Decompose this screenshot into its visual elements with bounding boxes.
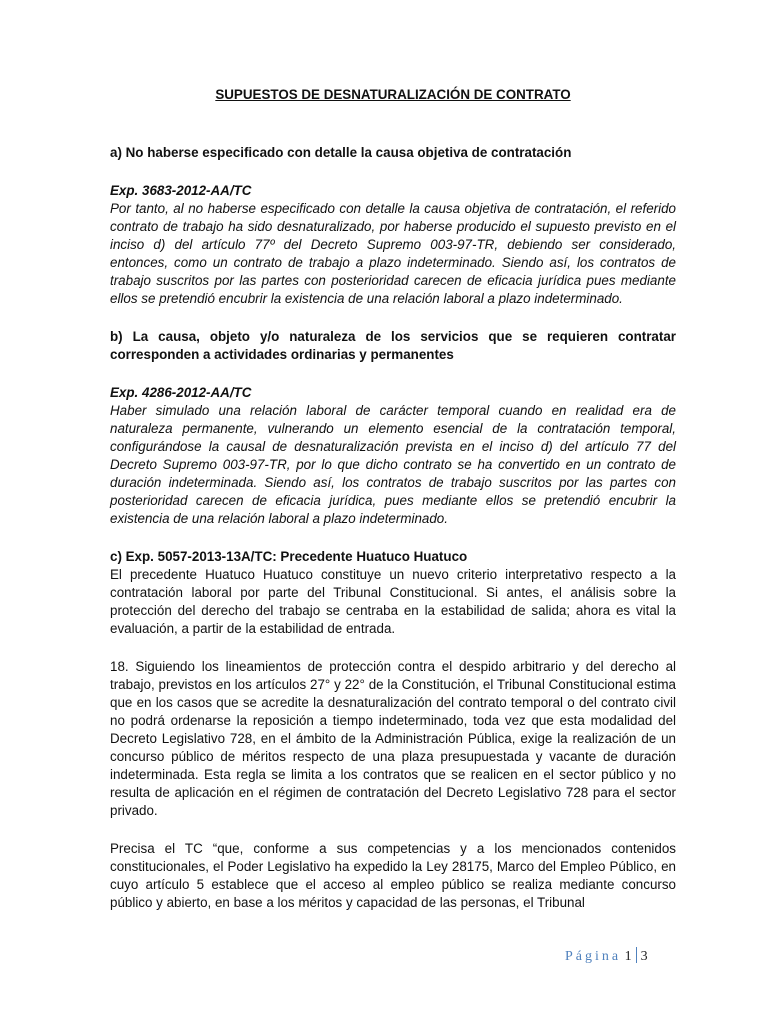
current-page-number: 1 (624, 949, 632, 964)
section-c-text: El precedente Huatuco Huatuco constituye un nuevo criterio interpretativo respecto a la contratación laboral por parte del Tribunal Constitucional. Si antes, el análisis sobre la protección del derecho del trabajo se centraba en la estabilidad de salida; ahora es vital la evaluación, a partir de la estabilidad de entrada. (110, 567, 676, 636)
total-pages-number: 3 (640, 949, 648, 964)
document-title: SUPUESTOS DE DESNATURALIZACIÓN DE CONTRATO (215, 87, 571, 102)
document-page (110, 86, 676, 932)
section-c-paragraph-precisa: Precisa el TC “que, conforme a sus competencias y a los mencionados contenidos constitucionales, el Poder Legislativo ha expedido la Ley 28175, Marco del Empleo Público, en cuyo artículo 5 establece que el acceso al empleo público se realiza mediante concurso público y abierto, en base a los méritos y capacidad de las personas, el Tribunal (110, 841, 676, 910)
page-footer (565, 947, 648, 965)
section-b-exp-reference: Exp. 4286-2012-AA/TC (110, 385, 252, 400)
section-a-exp-reference: Exp. 3683-2012-AA/TC (110, 183, 252, 198)
section-a-text: Por tanto, al no haberse especificado con detalle la causa objetiva de contratación, el referido contrato de trabajo ha sido desnaturalizado, por haberse producido el supuesto previsto en el inciso d) del artículo 77º del Decreto Supremo 003-97-TR, debiendo ser considerado, entonces, como un contrato de trabajo a plazo indeterminado. Siendo así, los contratos de trabajo suscritos por las partes con posterioridad carecen de eficacia jurídica pues mediante ellos se pretendió encubrir la existencia de una relación laboral a plazo indeterminado. (110, 201, 676, 306)
section-c-heading: c) Exp. 5057-2013-13A/TC: Precedente Huatuco Huatuco (110, 549, 468, 564)
section-b-heading: b) La causa, objeto y/o naturaleza de los servicios que se requieren contratar corresponden a actividades ordinarias y permanentes (110, 329, 676, 362)
section-a-heading: a) No haberse especificado con detalle la causa objetiva de contratación (110, 145, 572, 160)
section-b-text: Haber simulado una relación laboral de carácter temporal cuando en realidad era de naturaleza permanente, vulnerando un elemento esencial de la contratación temporal, configurándose la causal de desnaturalización prevista en el inciso d) del artículo 77 del Decreto Supremo 003-97-TR, por lo que dicho contrato se ha convertido en un contrato de duración indeterminada. Siendo así, los contratos de trabajo suscritos por las partes con posterioridad carecen de eficacia jurídica, pues mediante ellos se pretendió encubrir la existencia de una relación laboral a plazo indeterminado. (110, 403, 676, 526)
page-separator (636, 947, 637, 963)
page-label: Página (565, 949, 622, 964)
section-c-paragraph-18: 18. Siguiendo los lineamientos de protección contra el despido arbitrario y del derecho al trabajo, previstos en los artículos 27° y 22° de la Constitución, el Tribunal Constitucional estima que en los casos que se acredite la desnaturalización del contrato temporal o del contrato civil no podrá ordenarse la reposición a tiempo indeterminado, toda vez que esta modalidad del Decreto Legislativo 728, en el ámbito de la Administración Pública, exige la realización de un concurso público de méritos respecto de una plaza presupuestada y vacante de duración indeterminada. Esta regla se limita a los contratos que se realicen en el sector público y no resulta de aplicación en el régimen de contratación del Decreto Legislativo 728 para el sector privado. (110, 659, 676, 818)
